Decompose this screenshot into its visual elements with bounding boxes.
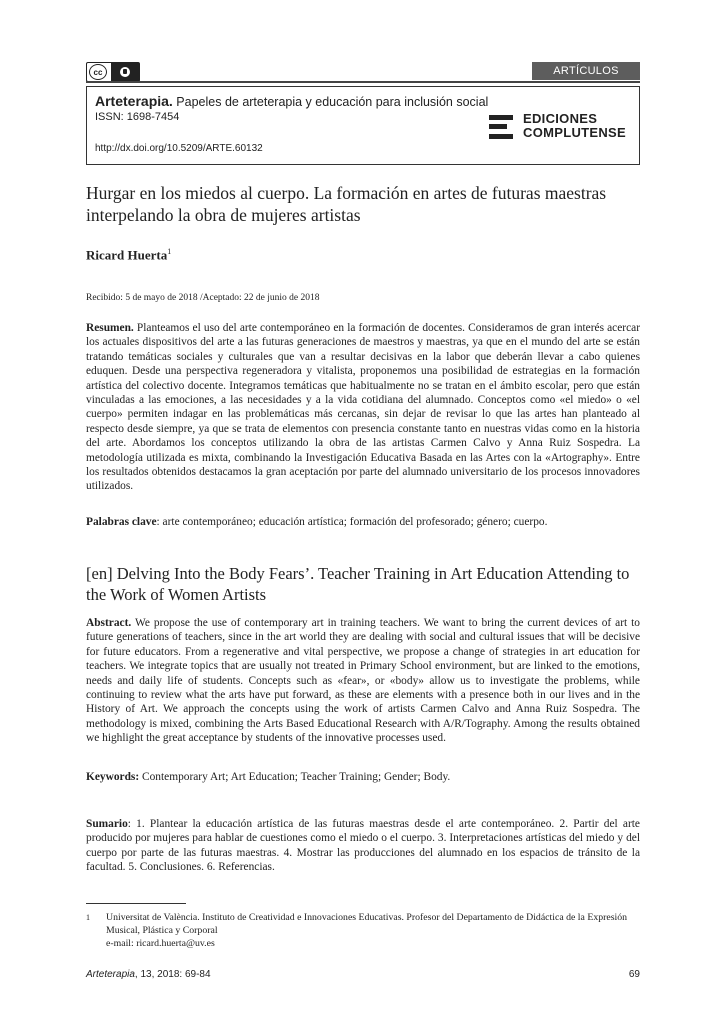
abstract-paragraph — [86, 616, 640, 746]
cc-icon: cc — [89, 64, 107, 80]
keywords-es-text: : arte contemporáneo; educación artística; formación del profesorado; género; cuerpo. — [156, 516, 548, 528]
journal-subtitle: Papeles de arteterapia y educación para inclusión social — [176, 95, 489, 109]
footer-citation — [86, 969, 211, 980]
resumen-label: Resumen. — [86, 322, 134, 334]
journal-info-box — [86, 86, 640, 165]
abstract-label: Abstract. — [86, 617, 132, 629]
cc-by-license-badge — [86, 62, 140, 82]
footnote-mark: 1 — [86, 913, 90, 922]
by-attribution-icon — [111, 63, 139, 81]
footer-journal: Arteterapia — [86, 969, 135, 980]
publisher-name: EDICIONES COMPLUTENSE — [523, 111, 626, 140]
abstract-text: We propose the use of contemporary art in training teachers. We want to bring the current devices of art to future generations of teachers, since in the art world they are dealing with social and cultural issues that will be decisive for future educators. From a regenerative and vital perspective, we propose a change of strategies in art education for teachers. We integrate topics that are usually not treated in Primary School environment, but are linked to the emotions, needs and daily life of students. Concepts such as «fear», or «body» allow us to investigate the problems, while continuing to review what the arts have put forward, as these are elements with a presence both in our lives and in the History of Art. We approach the concepts using the work of artists Carmen Calvo and Anna Ruiz Sospedra. The methodology is mixed, combining the Arts Based Educational Research with A/R/Tography. Among the results obtained we highlight the great acceptance by students of the innovative processes used. — [86, 617, 640, 745]
section-label: ARTÍCULOS — [532, 62, 640, 80]
sumario-text: : 1. Plantear la educación artística de las futuras maestras desde el arte contemporáneo. 2. Partir del arte producido por mujeres para hablar de cuestiones como el miedo o el cuerpo. 3. Interpretaciones artísticas del miedo y del cuerpo por parte de las futuras maestras. 4. Mostrar las producciones del alumnado en los espacios de tránsito de la facultad. 5. Conclusiones. 6. Referencias. — [86, 818, 640, 874]
author-name: Ricard Huerta$^1$ — [86, 247, 172, 263]
footnote-text — [106, 911, 646, 950]
header-rule — [86, 81, 640, 83]
english-title: [en] Delving Into the Body Fears’. Teacher Training in Art Education Attending to the Work of Women Artists — [86, 564, 630, 604]
sumario-paragraph — [86, 817, 640, 875]
journal-issn: ISSN: 1698-7454 — [95, 111, 180, 123]
journal-name: Arteterapia. — [95, 93, 173, 109]
doi-link[interactable]: http://dx.doi.org/10.5209/ARTE.60132 — [95, 143, 263, 154]
sumario-label: Sumario — [86, 818, 128, 830]
keywords-es — [86, 515, 640, 529]
article-title: Hurgar en los miedos al cuerpo. La formación en artes de futuras maestras interpelando la obra de mujeres artistas — [86, 183, 607, 225]
resumen-text: Planteamos el uso del arte contemporáneo en la formación de docentes. Consideramos de gran interés acercar los actuales dispositivos del arte a las futuras generaciones de maestros y maestras, ya que en el mundo del arte se están tratando temáticas sociales y culturales que van a resultar decisivas en la labor que deberán llevar a cabo quienes eduquen. Desde una perspectiva regeneradora y vitalista, proponemos una posibilidad de estrategias en la formación artística del colectivo docente. Integramos temáticas que habitualmente no se tratan en el ámbito escolar, pero que están vinculadas a las emociones, a las necesidades y a la vida cotidiana del alumnado. Conceptos como «el miedo» o «el cuerpo» permiten indagar en las problemáticas más cercanas, sin dejar de revisar lo que las artes han planteado al respecto desde siempre, ya que se trata de elementos con presencia constante tanto en nuestras vidas como en la historia del arte. Abordamos los conceptos utilizando la obra de las artistas Carmen Calvo y Anna Ruiz Sospedra. La metodología utilizada es mixta, combinando la Investigación Educativa Basada en las Artes con la «Artography». Entre los resultados obtenidos destacamos la gran aceptación por parte del alumnado universitario de los procesos innovadores utilizados. — [86, 322, 640, 493]
journal-title — [95, 93, 488, 109]
footnote-email[interactable]: e-mail: ricard.huerta@uv.es — [106, 938, 215, 949]
footer-volume: , 13, 2018: 69-84 — [134, 969, 211, 980]
keywords-en-text: Contemporary Art; Art Education; Teacher Training; Gender; Body. — [139, 771, 451, 783]
keywords-es-label: Palabras clave — [86, 516, 157, 528]
publisher-logo-icon — [489, 115, 513, 139]
footnote-rule — [86, 903, 186, 904]
resumen-paragraph — [86, 321, 640, 494]
footnote-affiliation: Universitat de València. Instituto de Creatividad e Innovaciones Educativas. Profesor del Departamento de Didáctica de la Expresión Musical, Plástica y Corporal — [106, 912, 628, 936]
keywords-en — [86, 770, 640, 784]
received-dates: Recibido: 5 de mayo de 2018 /Aceptado: 22 de junio de 2018 — [86, 293, 320, 303]
keywords-en-label: Keywords: — [86, 771, 140, 783]
page-number: 69 — [628, 969, 640, 980]
author-footnote-mark[interactable]: 1 — [167, 247, 172, 256]
